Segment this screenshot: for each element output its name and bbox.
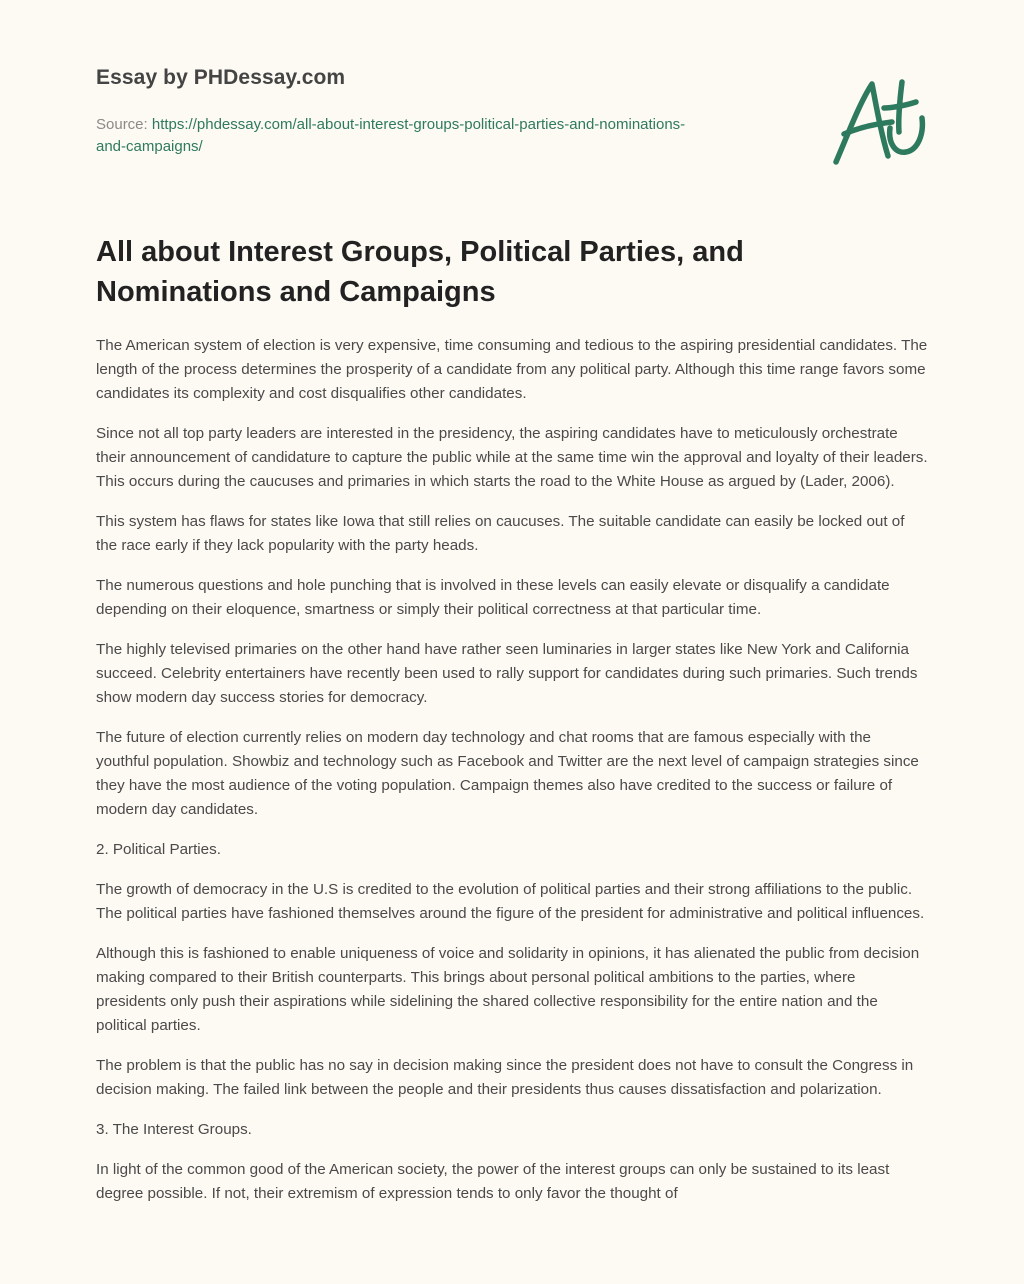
essay-title: All about Interest Groups, Political Parties, and Nominations and Campaigns [96,236,744,308]
smile-stroke [890,118,923,152]
page-header [96,66,928,206]
paragraph: The highly televised primaries on the other hand have rather seen luminaries in larger states like New York and California succeed. Celebrity entertainers have recently been used to rally support for candidates during such primaries. Such trends show modern day success stories for democracy. [96,641,918,706]
paragraph: The growth of democracy in the U.S is credited to the evolution of political parties and their strong affiliations to the public. The political parties have fashioned themselves around the figure of the president for administrative and political influences. [96,881,925,922]
paragraph: Although this is fashioned to enable uniqueness of voice and solidarity in opinions, it has alienated the public from decision making compared to their British counterparts. This brings about personal political ambitions to the parties, where presidents only push their aspirations while sidelining the shared collective responsibility for the entire nation and the political parties. [96,945,920,1034]
paragraph: In light of the common good of the American society, the power of the interest groups can only be sustained to its least degree possible. If not, their extremism of expression tends to only favor the thought of [96,1161,890,1202]
paragraph: Since not all top party leaders are interested in the presidency, the aspiring candidates have to meticulously orchestrate their announcement of candidature to capture the public while at the same time win the approval and loyalty of their leaders. This occurs during the caucuses and primaries in which starts the road to the White House as argued by (Lader, 2006). [96,425,928,490]
source-line [96,114,696,158]
section-heading: 2. Political Parties. [96,841,221,858]
section-heading: 3. The Interest Groups. [96,1121,252,1138]
brand-title: Essay by PHDessay.com [96,66,346,89]
essay-body [96,334,928,1206]
paragraph: The future of election currently relies on modern day technology and chat rooms that are famous especially with the youthful population. Showbiz and technology such as Facebook and Twitter are the next level of campaign strategies since they have the most audience of the voting population. Campaign themes also have credited to the success or failure of modern day candidates. [96,729,919,818]
source-link[interactable]: https://phdessay.com/all-about-interest-groups-political-parties-and-nominations-and-campaigns/ [96,116,686,155]
source-label: Source: [96,116,152,133]
paragraph: The numerous questions and hole punching that is involved in these levels can easily elevate or disqualify a candidate depending on their eloquence, smartness or simply their political correctness at that particular time. [96,577,890,618]
paragraph: The problem is that the public has no say in decision making since the president does not have to consult the Congress in decision making. The failed link between the people and their presidents thus causes dissatisfaction and polarization. [96,1057,914,1098]
a-plus-logo [826,74,930,174]
paragraph: This system has flaws for states like Iowa that still relies on caucuses. The suitable candidate can easily be locked out of the race early if they lack popularity with the party heads. [96,513,905,554]
plus-vertical-stroke [899,82,902,132]
paragraph: The American system of election is very expensive, time consuming and tedious to the aspiring presidential candidates. The length of the process determines the prosperity of a candidate from any political party. Although this time range favors some candidates its complexity and cost disqualifies other candidates. [96,337,928,402]
